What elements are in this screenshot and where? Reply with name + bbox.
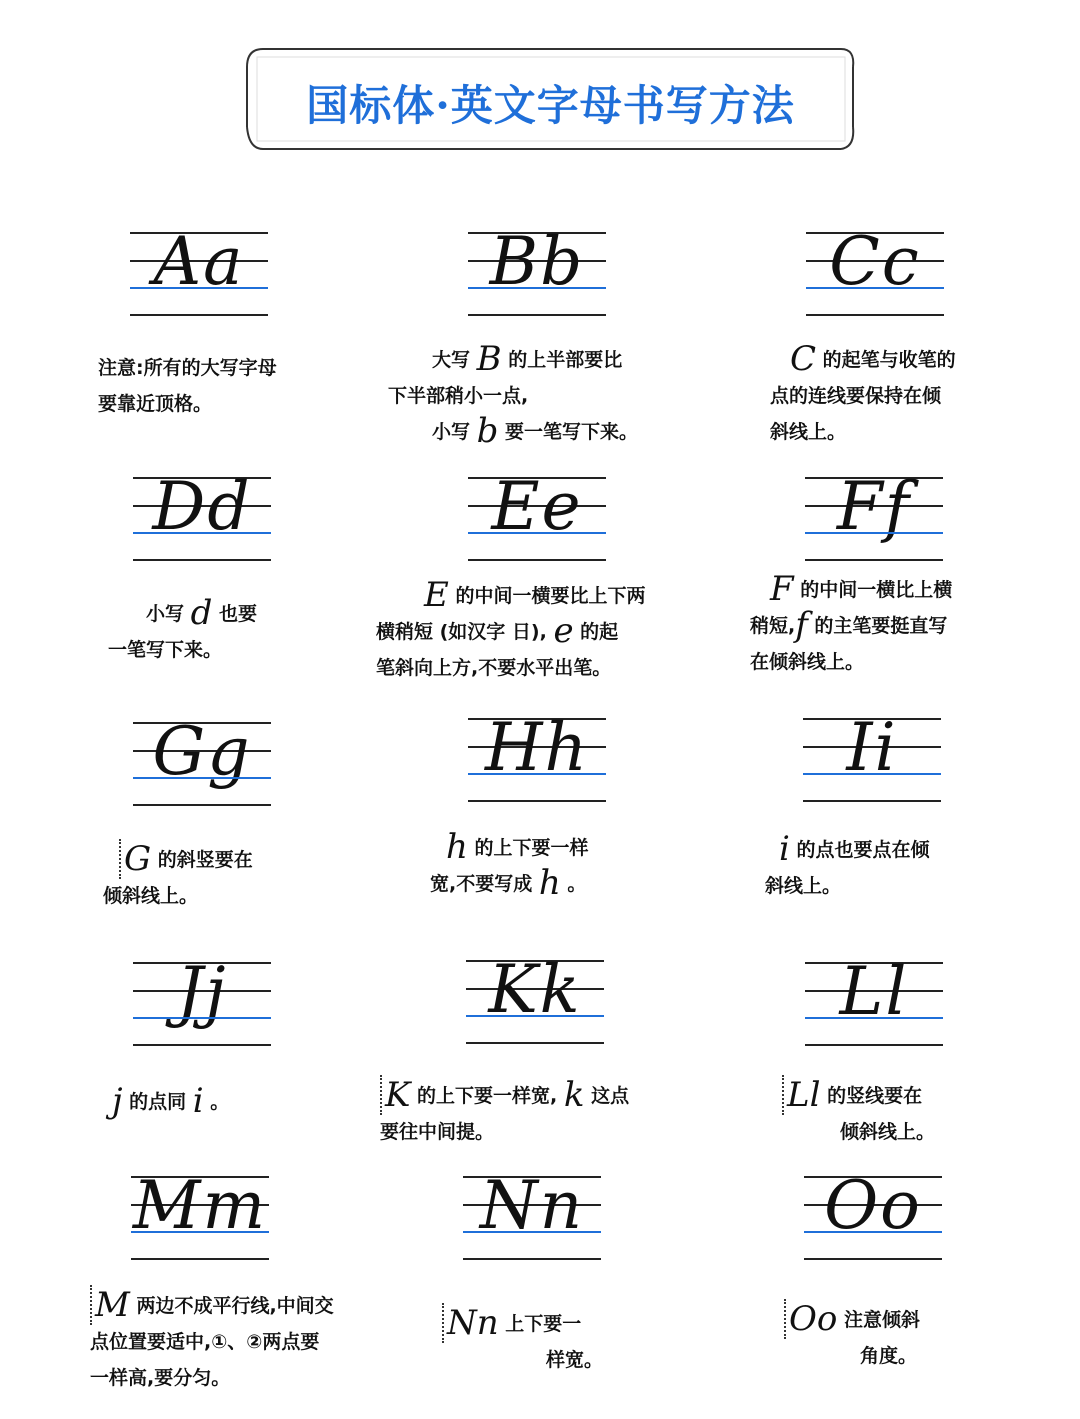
- writing-lines: [466, 951, 604, 1044]
- inline-letter: h: [538, 863, 561, 903]
- inline-letter: M: [90, 1285, 130, 1325]
- note-text: 点的连线要保持在倾: [770, 385, 942, 407]
- note-dd: [108, 593, 258, 668]
- note-text: 小写: [432, 421, 477, 443]
- note-text: 一笔写下来。: [108, 639, 223, 661]
- inline-letter: e: [553, 611, 574, 651]
- note-line: 要靠近顶格。: [98, 393, 213, 415]
- note-ii: [765, 829, 930, 904]
- inline-letter: i: [779, 829, 790, 869]
- note-text: 小写: [146, 603, 191, 625]
- note-text: 上下要一: [498, 1313, 582, 1335]
- writing-lines: [463, 1167, 601, 1260]
- writing-lines: [131, 1167, 269, 1260]
- letter-pair: Gg: [152, 713, 252, 790]
- inline-letter: h: [446, 827, 468, 867]
- inline-letter: k: [563, 1075, 585, 1115]
- note-text: 的点同: [122, 1091, 193, 1113]
- writing-lines: [133, 468, 271, 561]
- note-text: 的中间一横比上横: [793, 579, 953, 601]
- writing-lines: [805, 468, 943, 561]
- note-text: 斜线上。: [765, 875, 842, 897]
- note-text: 角度。: [860, 1345, 918, 1367]
- note-text: 的上下要一样: [467, 837, 589, 859]
- note-text: 注意倾斜: [837, 1309, 920, 1331]
- inline-letter: j: [112, 1081, 123, 1121]
- letter-pair: Oo: [824, 1167, 922, 1244]
- note-text: 大写: [432, 349, 477, 371]
- page-title: 国标体·英文字母书写方法: [306, 81, 795, 130]
- inline-letter: Oo: [784, 1299, 837, 1339]
- inline-letter: Nn: [442, 1303, 499, 1343]
- letter-pair: Ee: [491, 468, 583, 545]
- note-ll: [782, 1075, 936, 1150]
- note-bb: [388, 339, 639, 451]
- writing-lines: [804, 1167, 942, 1260]
- writing-lines: [130, 223, 268, 316]
- note-text: 宽,不要写成: [430, 873, 539, 895]
- writing-lines: [133, 953, 271, 1046]
- note-text: 点位置要适中,①、②两点要: [90, 1331, 320, 1353]
- letter-pair: Hh: [484, 709, 590, 786]
- note-aa: [98, 350, 277, 422]
- inline-letter: F: [770, 569, 794, 609]
- note-text: 。: [560, 873, 587, 895]
- note-text: 的上下要一样宽,: [410, 1085, 564, 1107]
- note-text: 样宽。: [546, 1349, 604, 1371]
- letter-pair: Jj: [176, 953, 228, 1030]
- note-line: 注意:所有的大写字母: [98, 357, 277, 379]
- writing-lines: [468, 709, 606, 802]
- inline-letter: E: [424, 575, 449, 615]
- note-ff: [750, 569, 953, 680]
- inline-letter: K: [380, 1075, 410, 1115]
- writing-lines: [468, 223, 606, 316]
- note-text: 的竖线要在: [820, 1085, 923, 1107]
- note-text: 在倾斜线上。: [750, 651, 865, 673]
- note-text: 要往中间提。: [380, 1121, 495, 1143]
- inline-letter: b: [476, 411, 499, 451]
- inline-letter: G: [119, 839, 151, 879]
- note-text: 倾斜线上。: [840, 1121, 936, 1143]
- inline-letter: Ll: [782, 1075, 820, 1115]
- note-text: 的起: [573, 621, 619, 643]
- letter-pair: Nn: [479, 1167, 585, 1244]
- note-text: 倾斜线上。: [103, 885, 199, 907]
- writing-lines: [468, 468, 606, 561]
- inline-letter: f: [795, 605, 808, 645]
- note-kk: [380, 1075, 630, 1150]
- note-text: 要一笔写下来。: [498, 421, 639, 443]
- note-text: 斜线上。: [770, 421, 847, 443]
- note-text: 一样高,要分匀。: [90, 1367, 231, 1389]
- note-text: 下半部稍小一点,: [388, 385, 529, 407]
- inline-letter: d: [190, 593, 213, 633]
- note-text: 两边不成平行线,中间交: [129, 1295, 334, 1317]
- letter-pair: Mm: [132, 1167, 268, 1244]
- note-text: 稍短,: [750, 615, 796, 637]
- note-gg: [103, 839, 253, 914]
- note-text: 横稍短 (如汉字 日),: [376, 621, 554, 643]
- note-text: 。: [203, 1091, 230, 1113]
- note-text: 的起笔与收笔的: [816, 349, 956, 371]
- letter-pair: Aa: [153, 223, 245, 300]
- note-ee: [376, 575, 646, 686]
- note-text: 也要: [212, 603, 258, 625]
- letter-pair: Bb: [489, 223, 585, 300]
- letter-pair: Ll: [839, 953, 909, 1030]
- writing-lines: [803, 709, 941, 802]
- inline-letter: i: [192, 1081, 204, 1121]
- note-jj: [112, 1081, 230, 1121]
- note-text: 的主笔要挺直写: [807, 615, 948, 637]
- note-mm: [90, 1285, 334, 1396]
- note-text: 的中间一横要比上下两: [448, 585, 646, 607]
- inline-letter: B: [476, 339, 502, 379]
- writing-lines: [805, 953, 943, 1046]
- letter-pair: Ii: [846, 709, 898, 786]
- letter-pair: Ff: [836, 468, 912, 545]
- note-text: 的斜竖要在: [151, 849, 253, 871]
- inline-letter: C: [790, 339, 817, 379]
- writing-lines: [806, 223, 944, 316]
- note-text: 的上半部要比: [501, 349, 623, 371]
- writing-lines: [133, 713, 271, 806]
- letter-pair: Kk: [488, 951, 582, 1028]
- note-hh: [430, 827, 589, 903]
- note-cc: [770, 339, 956, 450]
- letter-pair: Cc: [829, 223, 921, 300]
- note-text: 这点: [584, 1085, 630, 1107]
- note-text: 的点也要点在倾: [789, 839, 930, 861]
- note-text: 笔斜向上方,不要水平出笔。: [376, 657, 612, 679]
- note-nn: [442, 1303, 604, 1378]
- letter-pair: Dd: [152, 468, 252, 545]
- note-oo: [784, 1299, 920, 1374]
- title-banner: [243, 45, 858, 153]
